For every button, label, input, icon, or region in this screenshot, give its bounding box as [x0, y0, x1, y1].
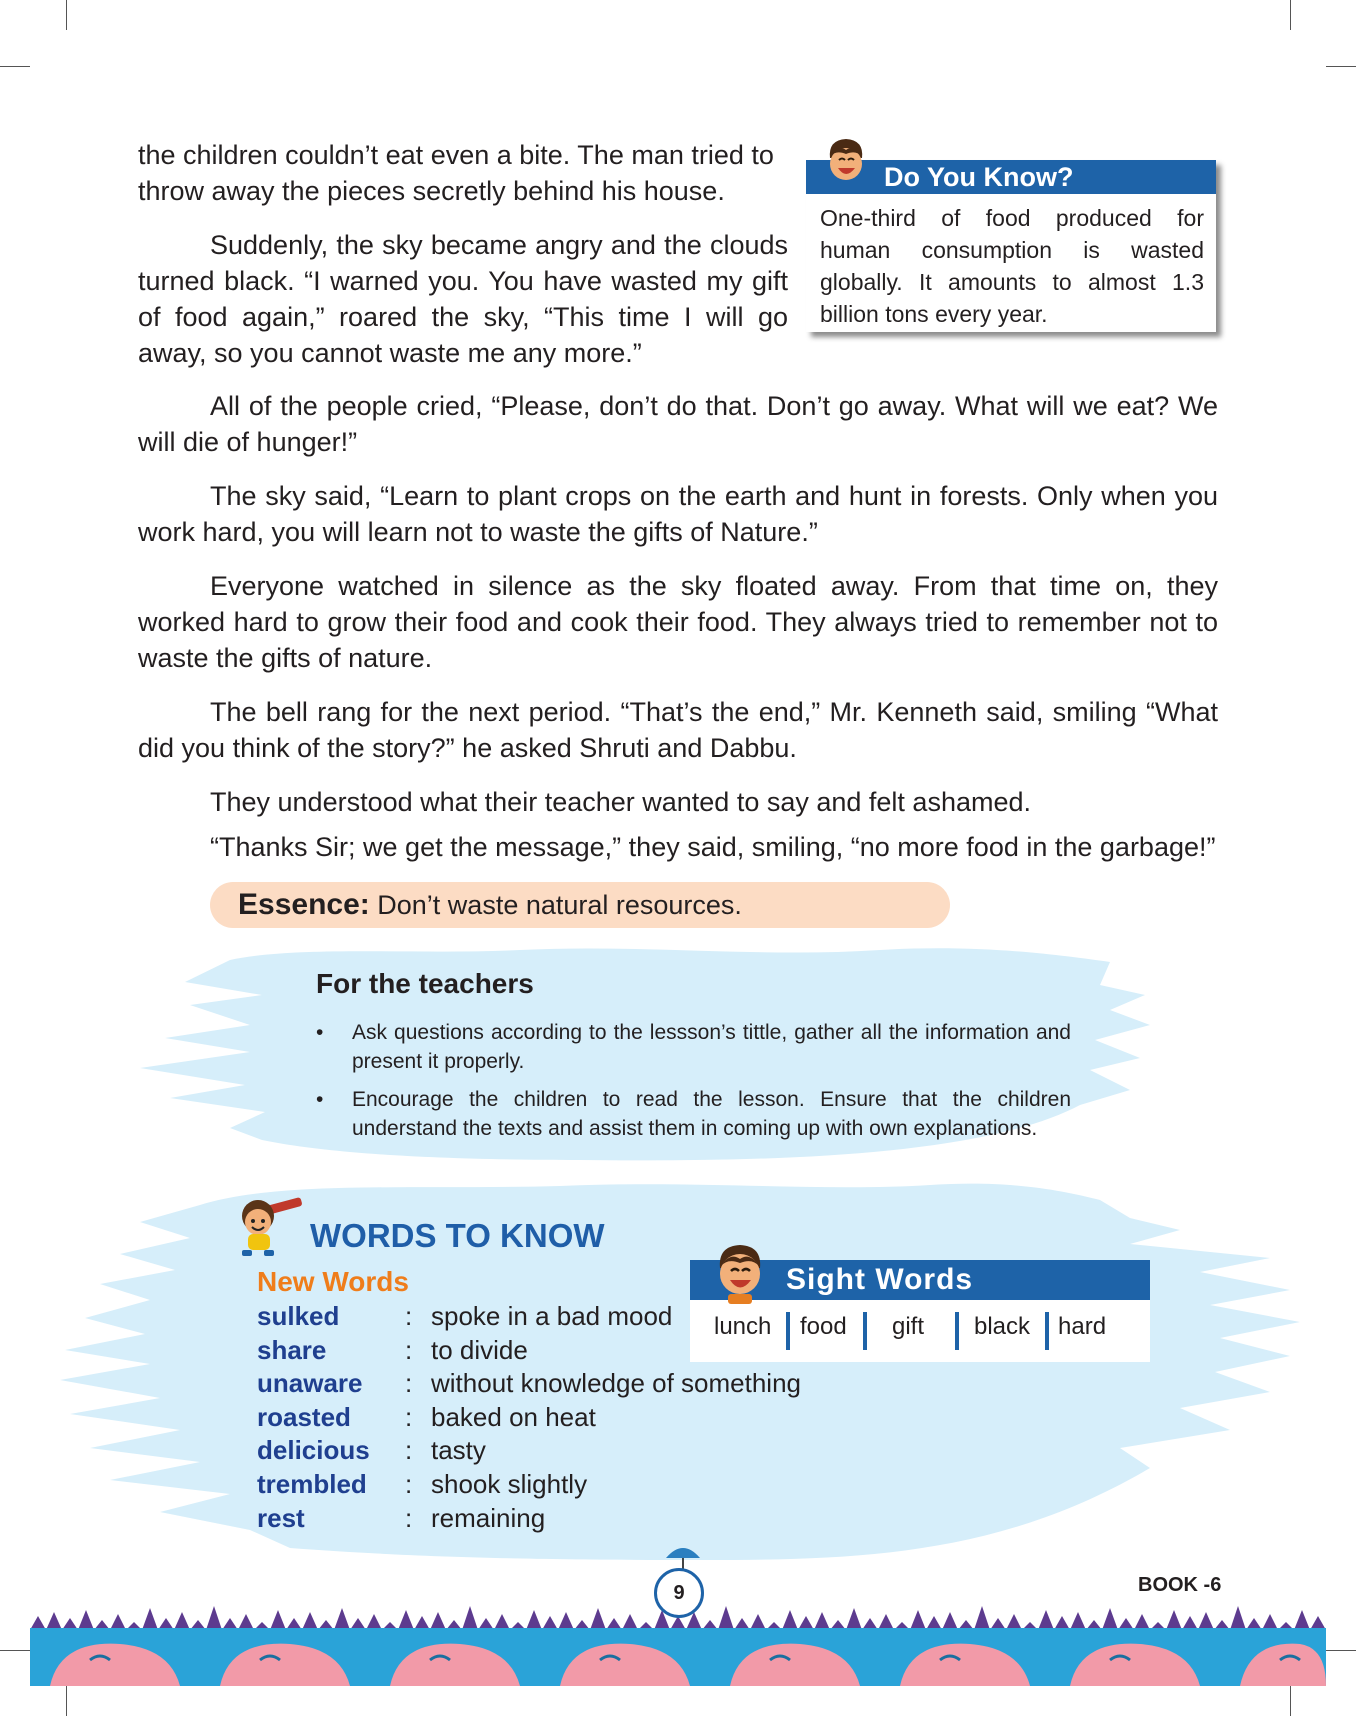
do-you-know-text: One-third of food produced for human consumption is wasted globally. It amounts to almost 1.3 billion tons every year.	[820, 205, 1204, 327]
new-words-title: New Words	[257, 1266, 409, 1297]
vocab-meaning: shook slightly	[431, 1468, 588, 1499]
vocab-colon: :	[405, 1401, 413, 1432]
vocab-meaning: without knowledge of something	[431, 1368, 802, 1399]
vocab-meaning: to divide	[431, 1334, 528, 1365]
vocab-meaning: spoke in a bad mood	[431, 1301, 673, 1331]
bullet: •	[316, 1021, 324, 1044]
story-paragraph: “Thanks Sir; we get the message,” they said, smiling, “no more food in the garbage!”	[210, 832, 1216, 862]
words-to-know-title: WORDS TO KNOW	[310, 1217, 605, 1254]
vocab-word: trembled	[257, 1468, 367, 1499]
vocab-colon: :	[405, 1368, 413, 1399]
vocab-meaning: remaining	[431, 1502, 546, 1533]
sight-word: food	[800, 1313, 847, 1340]
separator	[786, 1312, 790, 1350]
vocab-meaning: baked on heat	[431, 1401, 596, 1432]
vocab-word: roasted	[257, 1401, 351, 1432]
teacher-note: Encourage the children to read the lesson. Ensure that the children understand the texts and assist them in coming up with own explanations.	[352, 1088, 1071, 1140]
sight-word: gift	[892, 1313, 925, 1340]
vocab-word: delicious	[257, 1435, 370, 1466]
story-paragraph: the children couldn’t eat even a bite. The man tried to throw away the pieces secretly behind his house.	[138, 140, 774, 206]
sight-word: hard	[1058, 1313, 1107, 1340]
book-label: BOOK -6	[1138, 1574, 1222, 1596]
separator	[1045, 1312, 1049, 1350]
teachers-title: For the teachers	[316, 968, 534, 999]
vocab-word: share	[257, 1334, 327, 1365]
sight-word: black	[974, 1313, 1031, 1340]
vocab-colon: :	[405, 1301, 413, 1331]
umbrella-icon	[664, 1544, 702, 1570]
story-paragraph: They understood what their teacher wanted to say and felt ashamed.	[210, 787, 1031, 817]
essence-text: Don’t waste natural resources.	[377, 890, 742, 920]
teacher-note: Ask questions according to the lessson’s tittle, gather all the information and present it properly.	[352, 1021, 1071, 1073]
separator	[863, 1312, 867, 1350]
story-paragraph: All of the people cried, “Please, don’t do that. Don’t go away. What will we eat? We will die of hunger!”	[138, 391, 1218, 457]
vocab-colon: :	[405, 1502, 413, 1533]
boy-with-pencil-icon	[230, 1196, 304, 1258]
vocab-colon: :	[405, 1334, 413, 1365]
vocab-meaning: tasty	[431, 1435, 486, 1466]
story-paragraph: Suddenly, the sky became angry and the clouds turned black. “I warned you. You have wasted my gift of food again,” roared the sky, “This time I will go away, so you cannot waste me any more.”	[138, 230, 788, 368]
do-you-know-title: Do You Know?	[806, 160, 1216, 194]
sight-word: lunch	[714, 1313, 772, 1340]
separator	[955, 1312, 959, 1350]
vocab-word: sulked	[257, 1301, 340, 1331]
story-paragraph: The sky said, “Learn to plant crops on the earth and hunt in forests. Only when you work hard, you will learn not to waste the gifts of Nature.”	[138, 481, 1218, 547]
story-paragraph: Everyone watched in silence as the sky floated away. From that time on, they worked hard to grow their food and cook their food. They always tried to remember not to waste the gifts of nature.	[138, 571, 1218, 673]
page-number: 9	[654, 1568, 704, 1618]
vocab-word: rest	[257, 1502, 305, 1533]
sight-words-title: Sight Words	[690, 1260, 1150, 1300]
bullet: •	[316, 1088, 324, 1111]
vocab-colon: :	[405, 1468, 413, 1499]
essence-label: Essence:	[238, 888, 370, 921]
vocab-colon: :	[405, 1435, 413, 1466]
boy-mascot-icon	[710, 1240, 770, 1304]
vocab-word: unaware	[257, 1368, 363, 1399]
story-paragraph: The bell rang for the next period. “That’s the end,” Mr. Kenneth said, smiling “What did you think of the story?” he asked Shruti and Dabbu.	[138, 697, 1218, 763]
